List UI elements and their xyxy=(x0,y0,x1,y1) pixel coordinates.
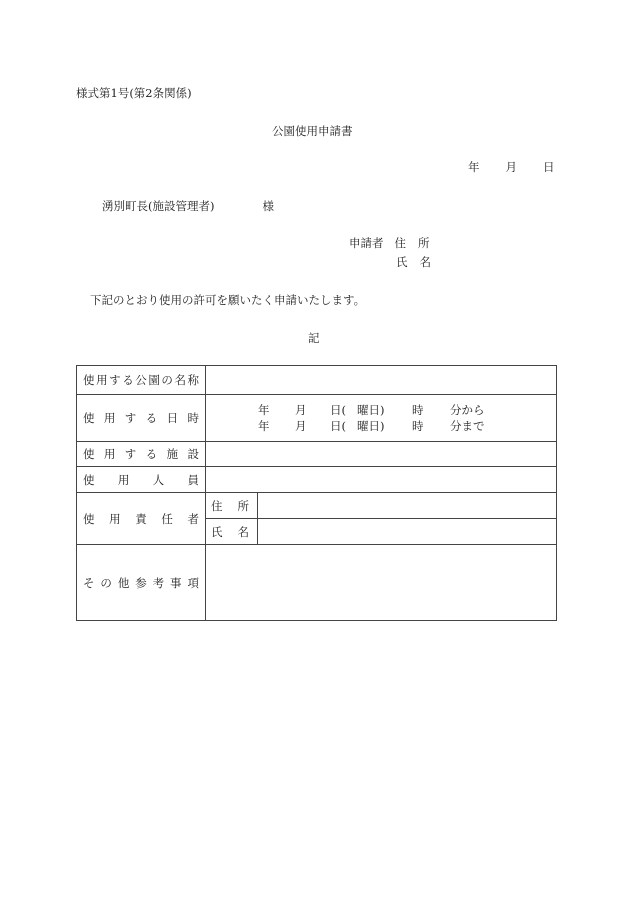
date-year-label: 年 xyxy=(468,160,480,174)
label-headcount: 使 用 人 員 xyxy=(77,467,206,493)
table-row-park-name xyxy=(77,366,557,395)
other-notes-field[interactable] xyxy=(206,545,557,621)
applicant-name-line xyxy=(396,255,431,269)
form-number: 様式第1号(第2条関係) xyxy=(76,86,192,100)
address-label-1: 住 xyxy=(394,236,406,250)
facility-field[interactable] xyxy=(206,442,557,467)
applicant-address-line xyxy=(349,236,430,250)
park-name-field[interactable] xyxy=(206,366,557,395)
date-month-label: 月 xyxy=(505,160,517,174)
responsible-address-field[interactable] xyxy=(258,493,557,519)
label-facility: 使 用 す る 施 設 xyxy=(77,442,206,467)
table-row-other-notes xyxy=(77,545,557,621)
address-label-2: 所 xyxy=(418,236,430,250)
name-label-2: 名 xyxy=(419,255,431,269)
addressee-name: 湧別町長(施設管理者) xyxy=(102,199,215,213)
label-responsible-name: 氏 名 xyxy=(206,519,258,545)
date-line xyxy=(468,160,555,174)
ki-heading: 記 xyxy=(308,331,320,345)
table-row-responsible-address xyxy=(77,493,557,519)
responsible-name-field[interactable] xyxy=(258,519,557,545)
label-datetime: 使 用 す る 日 時 xyxy=(77,395,206,442)
datetime-to-line: 年 月 日( 曜日) 時 分まで xyxy=(258,419,485,433)
label-responsible-address: 住 所 xyxy=(206,493,258,519)
table-row-facility xyxy=(77,442,557,467)
datetime-from-line: 年 月 日( 曜日) 時 分から xyxy=(258,403,485,417)
label-park-name: 使 用 す る 公 園 の 名 称 xyxy=(77,366,206,395)
headcount-field[interactable] xyxy=(206,467,557,493)
addressee-honorific: 様 xyxy=(262,199,274,213)
label-responsible-person: 使 用 責 任 者 xyxy=(77,493,206,545)
datetime-field[interactable] xyxy=(206,395,557,442)
table-row-headcount xyxy=(77,467,557,493)
application-table xyxy=(76,365,557,621)
addressee xyxy=(102,199,274,213)
label-other-notes: そ の 他 参 考 事 項 xyxy=(77,545,206,621)
name-label-1: 氏 xyxy=(396,255,408,269)
table-row-datetime xyxy=(77,395,557,442)
page-title: 公園使用申請書 xyxy=(272,124,353,138)
body-text: 下記のとおり使用の許可を願いたく申請いたします。 xyxy=(90,293,366,307)
applicant-label: 申請者 xyxy=(349,236,384,250)
date-day-label: 日 xyxy=(543,160,555,174)
